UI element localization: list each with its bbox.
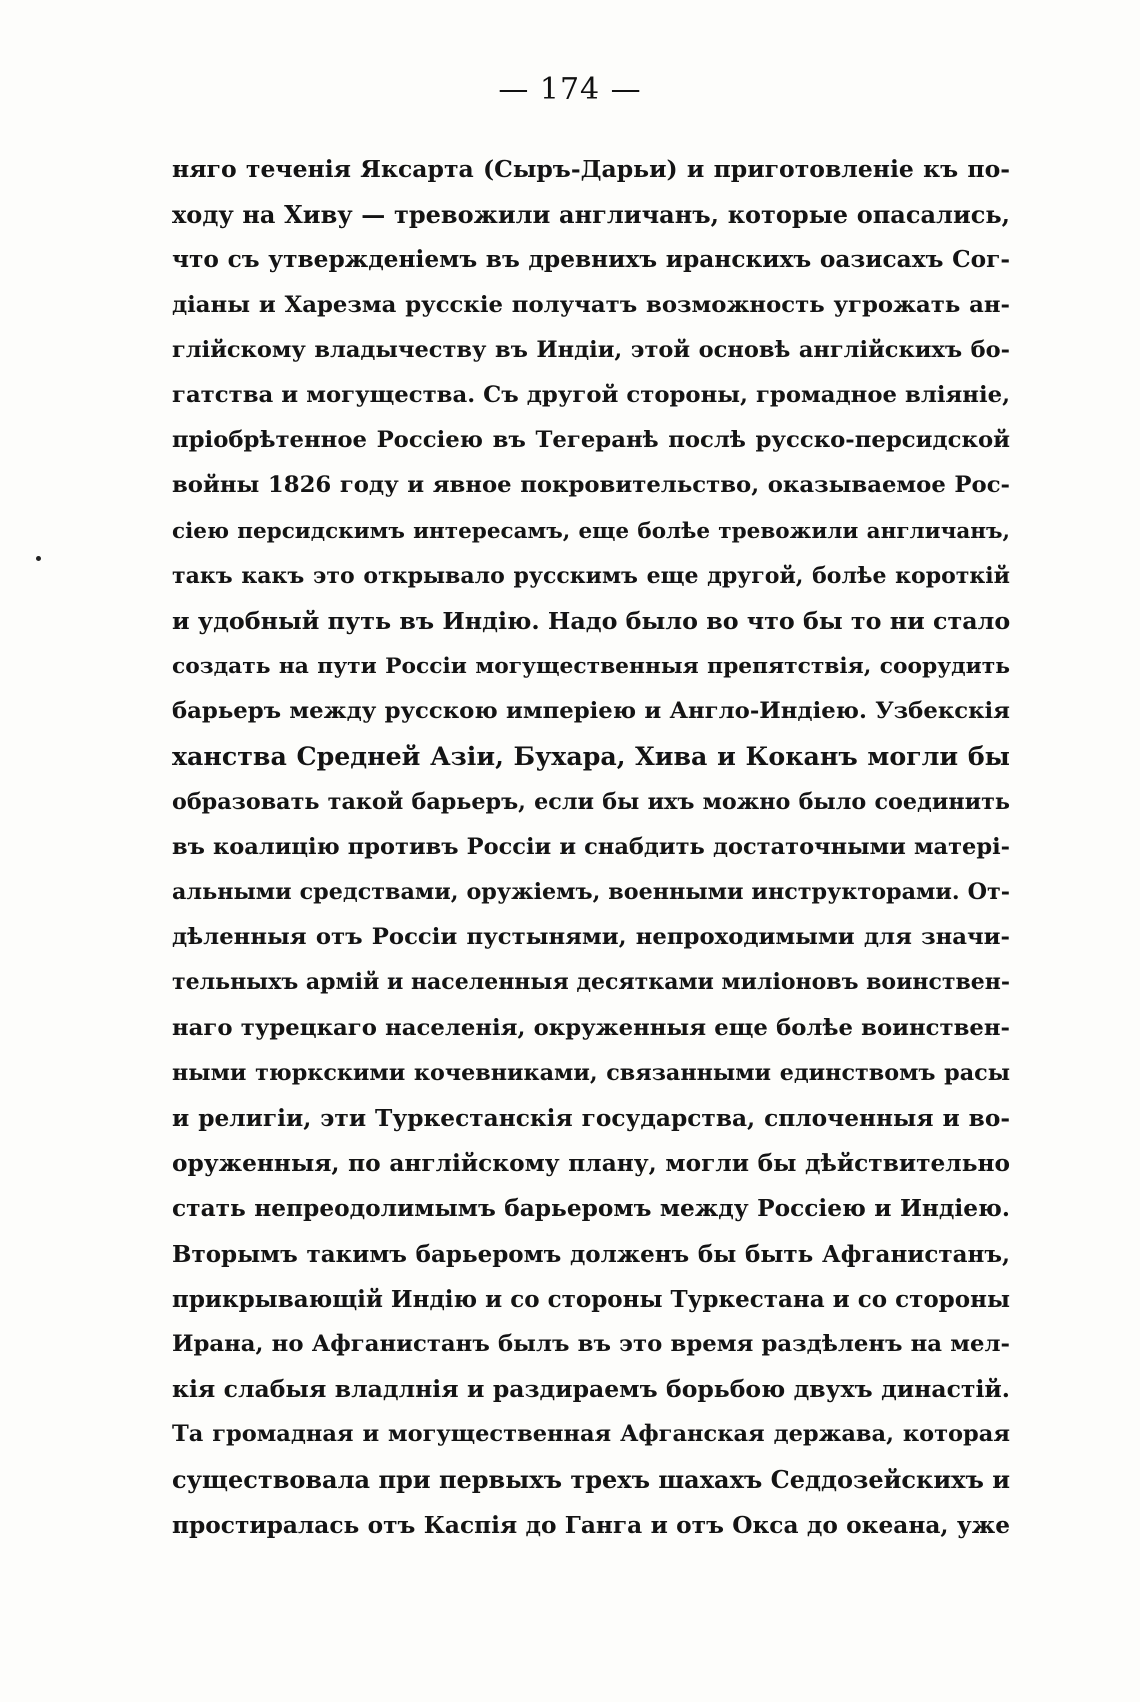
text-line: оруженныя, по англійскому плану, могли бы дѣйствительно [172,1150,1010,1178]
page-number: — 174 — [498,72,642,107]
text-line: войны 1826 году и явное покровительство, оказываемое Рос- [172,472,1010,499]
text-line: ходу на Хиву — тревожили англичанъ, которые опасались, [172,200,1010,230]
text-line: ханства Средней Азіи, Бухара, Хива и Коканъ могли бы [172,741,1010,772]
text-line: создать на пути Россіи могущественныя препятствія, соорудить [172,654,1010,680]
text-line: пріобрѣтенное Россіею въ Тегеранѣ послѣ русско-персидской [172,427,1010,454]
text-line: существовала при первыхъ трехъ шахахъ Седдозейскихъ и [172,1465,1010,1495]
text-line: такъ какъ это открывало русскимъ еще другой, болѣе короткій [172,562,1010,589]
text-line: прикрывающій Индію и со стороны Туркестана и со стороны [172,1285,1010,1313]
text-line: кія слабыя владлнія и раздираемъ борьбою двухъ династій. [172,1375,1010,1404]
text-line: діаны и Харезма русскіе получатъ возможность угрожать ан- [172,291,1010,318]
text-line: няго теченія Яксарта (Сыръ-Дарьи) и приготовленіе къ по- [172,155,1010,183]
ink-speck [36,556,41,561]
text-line: гатства и могущества. Съ другой стороны, громадное вліяніе, [172,381,1010,408]
text-line: что съ утвержденіемъ въ древнихъ иранскихъ оазисахъ Сог- [172,246,1010,274]
text-line: Ирана, но Афганистанъ былъ въ это время раздѣленъ на мел- [172,1330,1010,1357]
text-line: образовать такой барьеръ, если бы ихъ можно было соединить [172,788,1010,815]
text-line: и удобный путь въ Индію. Надо было во что бы то ни стало [172,606,1010,635]
text-line: въ коалицію противъ Россіи и снабдить достаточными матері- [172,833,1010,860]
text-line: наго турецкаго населенія, окруженныя еще болѣе воинствен- [172,1014,1010,1041]
text-line: Вторымъ такимъ барьеромъ долженъ бы быть Афганистанъ, [172,1240,1010,1268]
text-line: стать непреодолимымъ барьеромъ между Россіею и Индіею. [172,1195,1010,1223]
text-line: дѣленныя отъ Россіи пустынями, непроходимыми для значи- [172,924,1010,951]
text-line: и религіи, эти Туркестанскія государства, сплоченныя и во- [172,1104,1010,1132]
text-line: тельныхъ армій и населенныя десятками миліоновъ воинствен- [172,969,1010,996]
text-line: барьеръ между русскою имперіею и Англо-Индіею. Узбекскія [172,698,1010,725]
text-line: альными средствами, оружіемъ, военными инструкторами. От- [172,879,1010,905]
body-text [172,147,1010,1548]
text-line: ными тюркскими кочевниками, связанными единствомъ расы [172,1059,1010,1086]
text-line: глійскому владычеству въ Индіи, этой основѣ англійскихъ бо- [172,336,1010,363]
text-line: сіею персидскимъ интересамъ, еще болѣе тревожили англичанъ, [172,518,1010,544]
text-line: Та громадная и могущественная Афганская держава, которая [172,1421,1010,1448]
text-line: простиралась отъ Каспія до Ганга и отъ Окса до океана, уже [172,1511,1010,1539]
